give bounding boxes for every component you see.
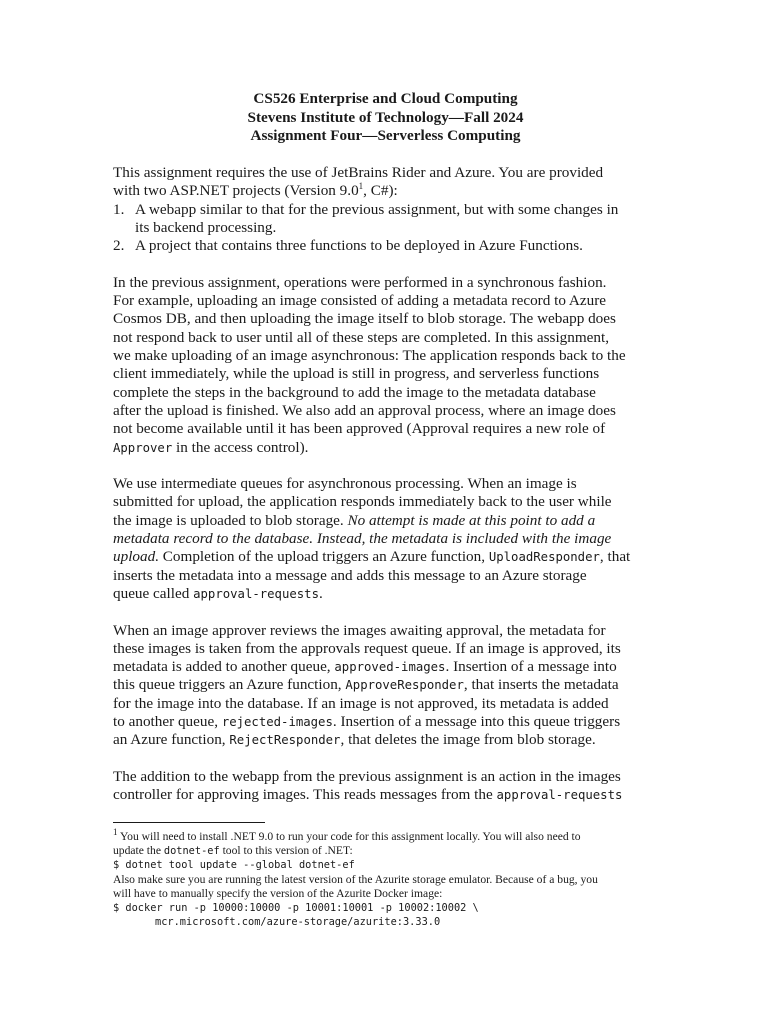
paragraph-synchronous: In the previous assignment, operations were performed in a synchronous fashion. For example, uploading an image consisted of adding a metadata record to Azure Cosmos DB, and then uploading the image itself to blob storage. The webapp does not respond back to user until all of these steps are completed. In this assignment, we make uploading of an image asynchronous: The application responds back to the client immediately, while the upload is still in progress, and serverless functions complete the steps in the background to add the image to the metadata database after the upload is finished. We also add an approval process, where an image does not become available until it has been approved (Approval requires a new role of Approver in the access control). xyxy=(113,273,626,456)
footnote: $^1$ You will need to install .NET 9.0 to run your code for this assignment locally. You will also need to update the dotnet-ef tool to this version of .NET: $ dotnet tool update --global dotnet-ef Also make sure you are running the latest version of the Azurite storage emulator. Because of a bug, you will have to manually specify the version of the Azurite Docker image: $ docker run -p 10000:10000 -p 10001:10001 -p 10002:10002 \ mcr.microsoft.com/azure-storage/azurite:3.33.0 xyxy=(113,827,598,929)
footnote-ref[interactable]: 1 xyxy=(358,181,364,192)
document-page xyxy=(113,90,658,804)
inline-code: Approver xyxy=(113,440,173,455)
inline-code: approval-requests xyxy=(193,586,319,601)
inline-code: dotnet-ef xyxy=(163,845,220,858)
list-item: 1. A webapp similar to that for the previous assignment, but with some changes in its backend processing. xyxy=(113,200,619,236)
command-line: $ docker run -p 10000:10000 -p 10001:10001 -p 10002:10002 \ xyxy=(113,902,479,915)
course-title: CS526 Enterprise and Cloud Computing xyxy=(253,90,518,107)
inline-code: approval-requests xyxy=(496,788,623,803)
inline-code: approved-images xyxy=(334,660,446,675)
footnote-separator xyxy=(113,822,265,823)
paragraph-approval: When an image approver reviews the images awaiting approval, the metadata for these images is taken from the approvals request queue. If an image is approved, its metadata is added to another queue, approved-images. Insertion of a message into this queue triggers an Azure function, ApproveResponder, that inserts the metadata for the image into the database. If an image is not approved, its metadata is added to another queue, rejected-images. Insertion of a message into this queue triggers an Azure function, RejectResponder, that deletes the image from blob storage. xyxy=(113,621,621,749)
paragraph-webapp-addition: The addition to the webapp from the previous assignment is an action in the images controller for approving images. This reads messages from the approval-requests xyxy=(113,767,623,804)
inline-code: RejectResponder xyxy=(229,733,341,748)
document-header xyxy=(113,90,658,146)
assignment-title: Assignment Four—Serverless Computing xyxy=(250,127,521,145)
paragraph-queues: We use intermediate queues for asynchronous processing. When an image is submitted for upload, the application responds immediately back to the user while the image is uploaded to blob storage. No attempt is made at this point to add a metadata record to the database. Instead, the metadata is included with the image upload. Completion of the upload triggers an Azure function, UploadResponder, that inserts the metadata into a message and adds this message to an Azure storage queue called approval-requests. xyxy=(113,475,631,602)
intro-paragraph: This assignment requires the use of JetBrains Rider and Azure. You are provided with two ASP.NET projects (Version $9.0^1$, C#): xyxy=(113,164,604,200)
command-line: mcr.microsoft.com/azure-storage/azurite:3.33.0 xyxy=(155,916,441,929)
inline-code: ApproveResponder xyxy=(345,678,464,693)
inline-code: UploadResponder xyxy=(488,550,600,565)
command-line: $ dotnet tool update --global dotnet-ef xyxy=(113,859,355,872)
project-list xyxy=(113,201,658,256)
institution-term: Stevens Institute of Technology—Fall 2024 xyxy=(247,108,524,126)
inline-code: rejected-images xyxy=(221,714,333,729)
list-item: 2. A project that contains three functions to be deployed in Azure Functions. xyxy=(113,237,583,255)
footnote-marker: 1 xyxy=(113,827,118,838)
